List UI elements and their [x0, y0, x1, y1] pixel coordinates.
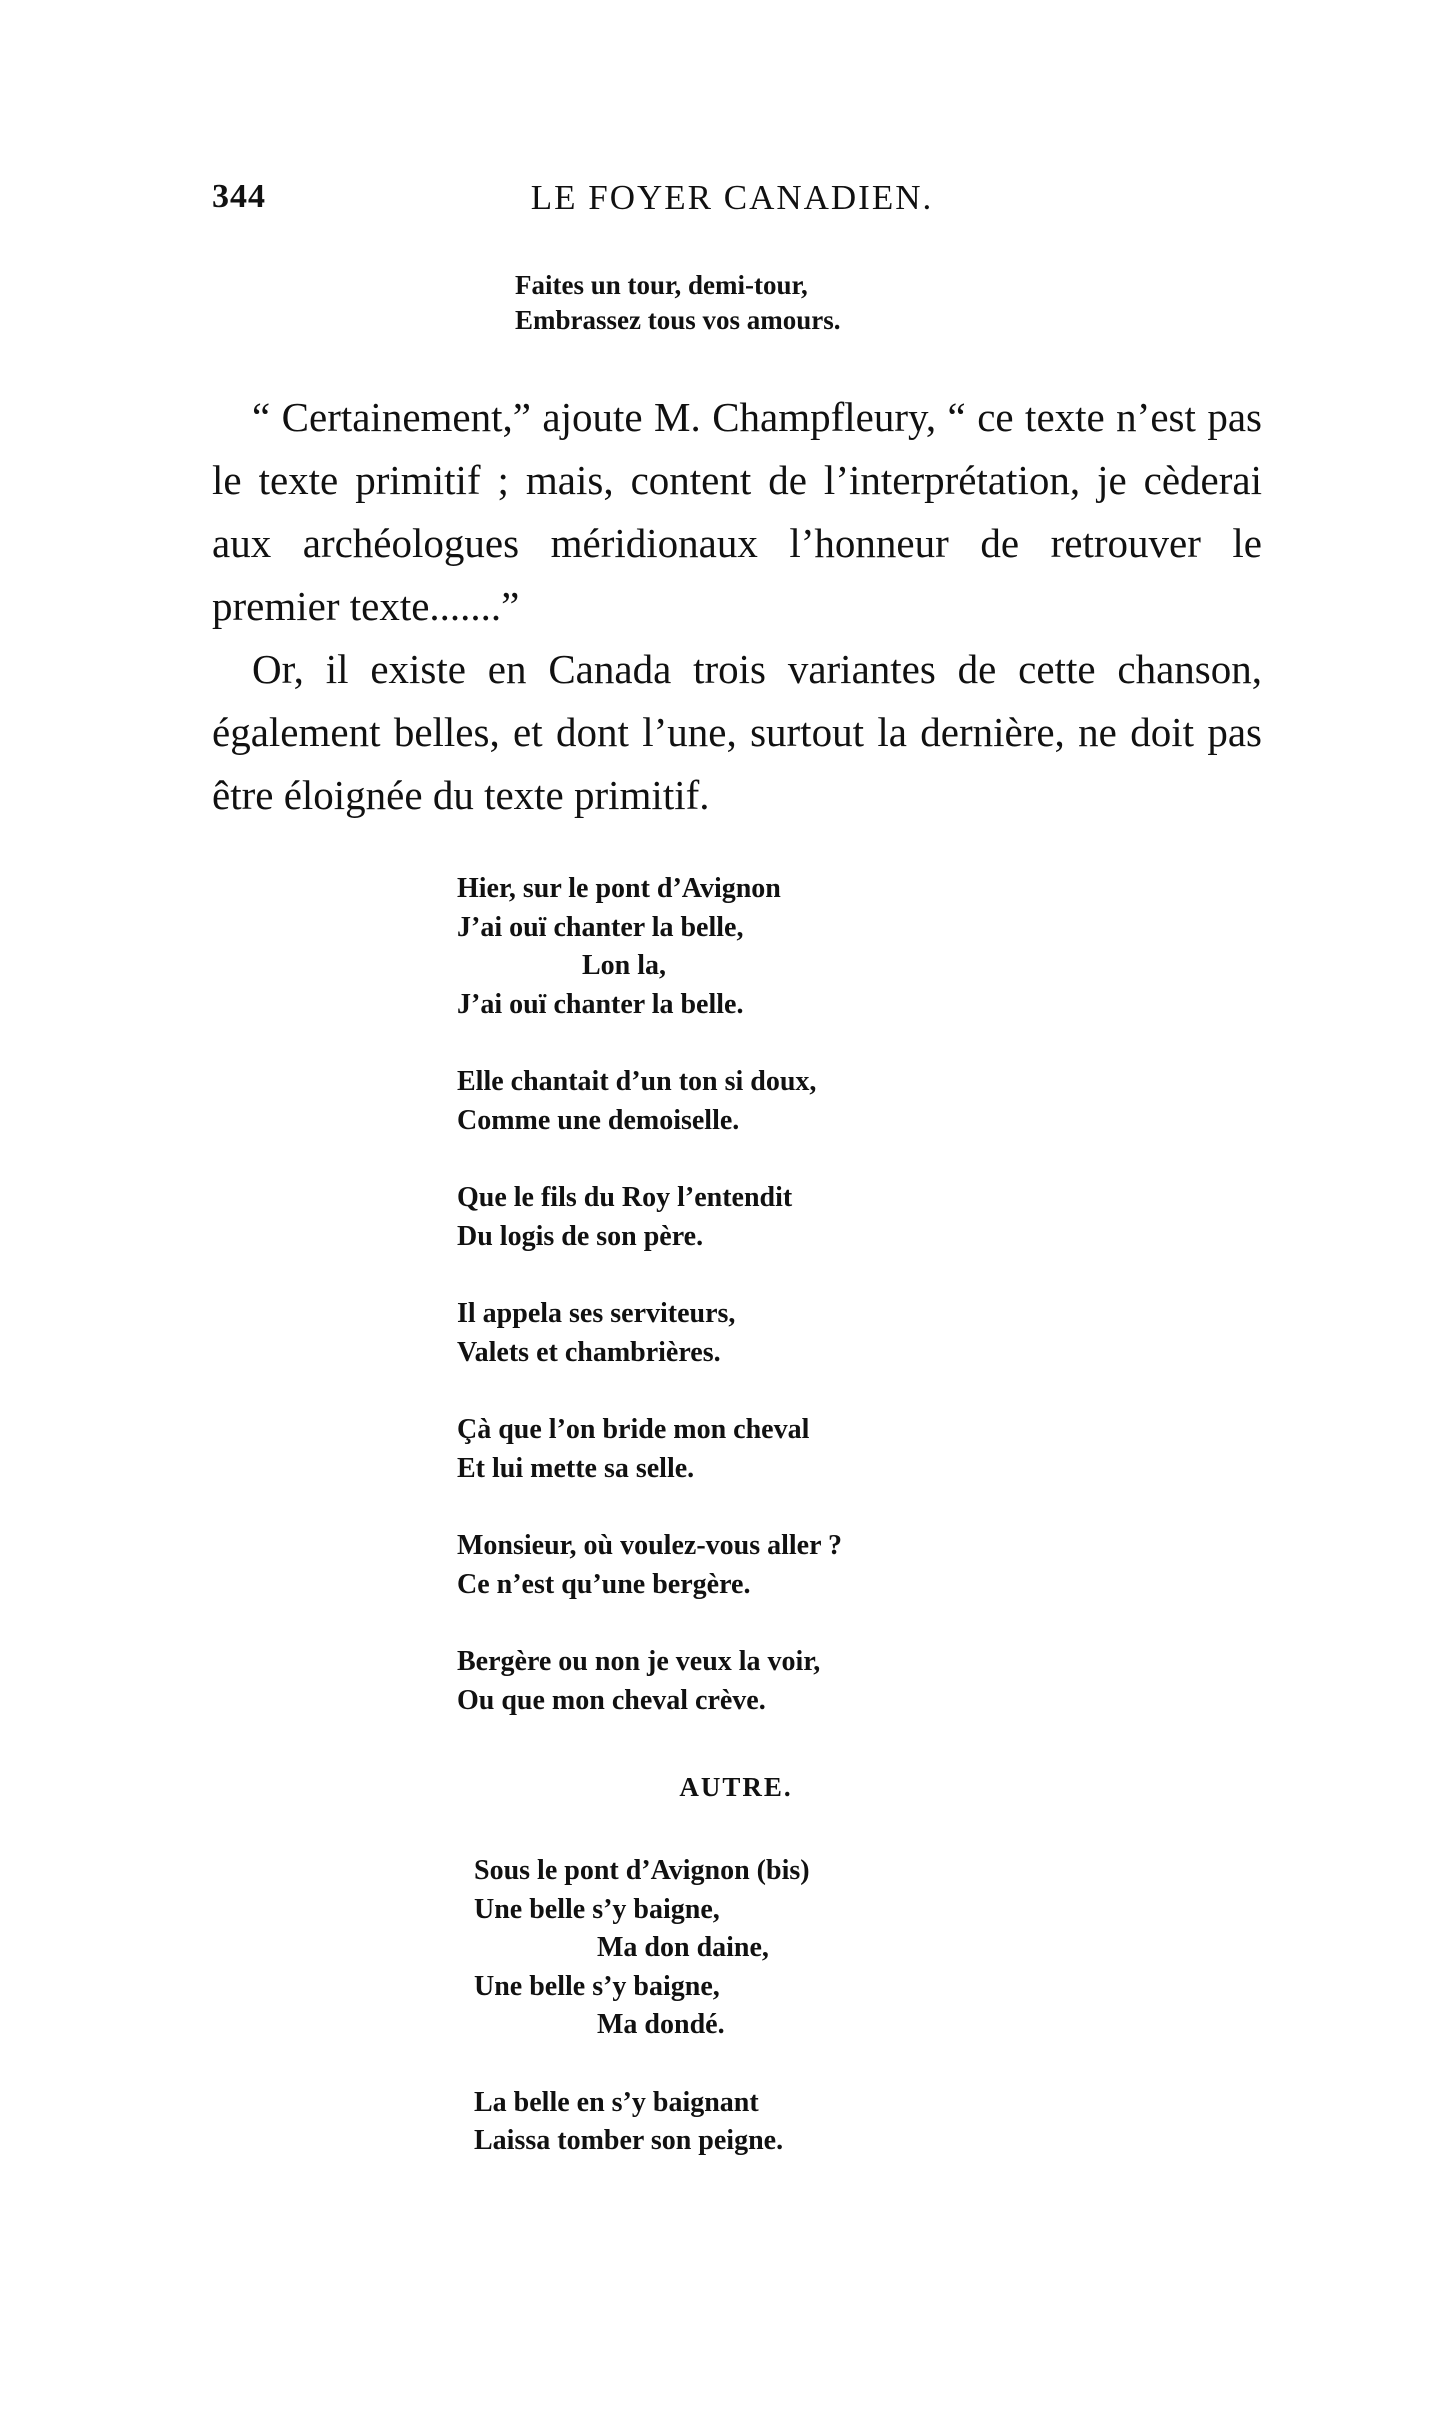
stanza: [457, 1527, 842, 1604]
song-variant-2: [474, 1852, 810, 2161]
song-variant-1: [457, 870, 842, 1720]
stanza: [457, 1411, 842, 1488]
verse-line: La belle en s’y baignant: [474, 2086, 759, 2118]
verse-line: Monsieur, où voulez-vous aller ?: [457, 1530, 843, 1561]
verse-line: Une belle s’y baigne,: [474, 1970, 720, 2002]
stanza: [457, 1295, 842, 1372]
stanza: [474, 1852, 810, 2045]
verse-refrain: Ma don daine,: [597, 1932, 769, 1963]
verse-line: Embrassez tous vos amours.: [515, 305, 841, 335]
intro-verse: [515, 268, 841, 338]
prose-body: [212, 386, 1262, 827]
verse-line: Laissa tomber son peigne.: [474, 2125, 784, 2156]
verse-refrain: Ma dondé.: [597, 2009, 725, 2040]
verse-line: Faites un tour, demi-tour,: [515, 270, 808, 300]
stanza: [457, 870, 842, 1024]
verse-line: Que le fils du Roy l’entendit: [457, 1182, 793, 1213]
verse-line: Et lui mette sa selle.: [457, 1452, 695, 1484]
verse-line: Ou que mon cheval crève.: [457, 1684, 766, 1716]
verse-line: J’ai ouï chanter la belle.: [457, 988, 744, 1020]
stanza: [457, 1179, 842, 1256]
verse-line: Il appela ses serviteurs,: [457, 1298, 736, 1329]
verse-line: Une belle s’y baigne,: [474, 1893, 720, 1925]
stanza: [457, 1643, 842, 1720]
verse-line: Elle chantait d’un ton si doux,: [457, 1066, 817, 1097]
verse-line: Sous le pont d’Avignon (bis): [474, 1855, 810, 1886]
verse-line: Du logis de son père.: [457, 1220, 704, 1252]
section-heading: AUTRE.: [679, 1772, 793, 1802]
verse-line: Çà que l’on bride mon cheval: [457, 1414, 810, 1445]
stanza: [474, 2084, 810, 2161]
running-title: LE FOYER CANADIEN.: [530, 178, 934, 217]
verse-line: Ce n’est qu’une bergère.: [457, 1568, 751, 1600]
prose-paragraph: “ Certainement,” ajoute M. Champfleury, “ ce texte n’est pas le texte primitif ; mais, content de l’interprétation, je cèderai aux archéologues méridionaux l’honneur de retrouver le premier texte.......”: [212, 394, 1262, 629]
verse-line: Comme une demoiselle.: [457, 1104, 740, 1136]
verse-line: Hier, sur le pont d’Avignon: [457, 873, 781, 904]
prose-paragraph: Or, il existe en Canada trois variantes de cette chanson, également belles, et dont l’une, surtout la dernière, ne doit pas être éloignée du texte primitif.: [212, 646, 1262, 818]
verse-line: Valets et chambrières.: [457, 1336, 721, 1368]
page-header: [212, 178, 1252, 228]
verse-refrain: Lon la,: [582, 950, 667, 981]
stanza: [457, 1063, 842, 1140]
verse-line: Bergère ou non je veux la voir,: [457, 1646, 821, 1677]
verse-line: J’ai ouï chanter la belle,: [457, 911, 744, 943]
page-number: 344: [212, 178, 266, 215]
